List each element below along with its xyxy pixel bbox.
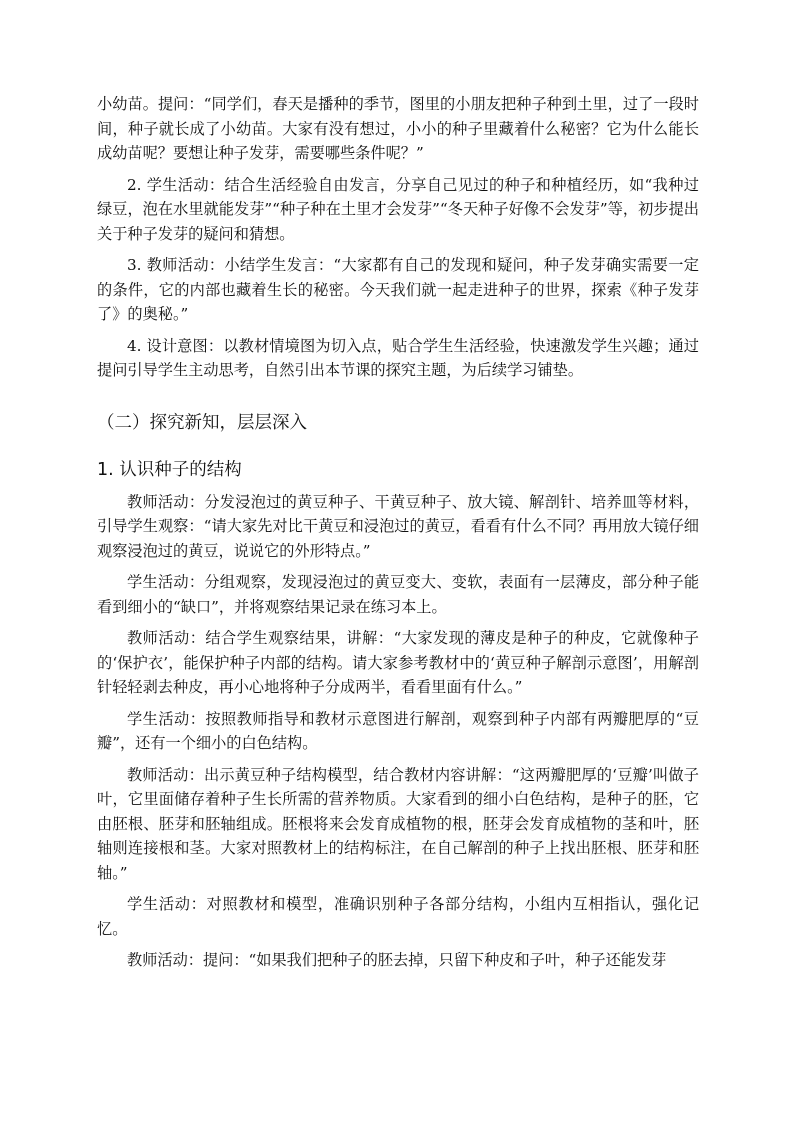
body-paragraph: 学生活动：分组观察，发现浸泡过的黄豆变大、变软，表面有一层薄皮，部分种子能看到细小的“缺口”，并将观察结果记录在练习本上。 xyxy=(97,573,699,616)
intro-paragraph-1: 小幼苗。提问：“同学们，春天是播种的季节，图里的小朋友把种子种到土里，过了一段时间，种子就长成了小幼苗。大家有没有想过，小小的种子里藏着什么秘密？它为什么能长成幼苗呢？要想让种子发芽，需要哪些条件呢？” xyxy=(97,95,699,162)
body-paragraph: 学生活动：对照教材和模型，准确识别种子各部分结构，小组内互相指认，强化记忆。 xyxy=(97,895,699,938)
body-paragraph: 教师活动：结合学生观察结果，讲解：“大家发现的薄皮是种子的种皮，它就像种子的‘保护衣’，能保护种子内部的结构。请大家参考教材中的‘黄豆种子解剖示意图’，用解剖针轻轻剥去种皮，再小心地将种子分成两半，看看里面有什么。” xyxy=(97,629,699,696)
intro-paragraph-4: 4. 设计意图：以教材情境图为切入点，贴合学生生活经验，快速激发学生兴趣；通过提问引导学生主动思考，自然引出本节课的探究主题，为后续学习铺垫。 xyxy=(97,336,699,379)
body-paragraph: 学生活动：按照教师指导和教材示意图进行解剖，观察到种子内部有两瓣肥厚的“豆瓣”，还有一个细小的白色结构。 xyxy=(97,709,699,752)
subsection-heading: 1. 认识种子的结构 xyxy=(97,459,242,480)
body-paragraph: 教师活动：提问：“如果我们把种子的胚去掉，只留下种皮和子叶，种子还能发芽 xyxy=(127,951,667,969)
section-heading: （二）探究新知，层层深入 xyxy=(97,412,307,433)
intro-paragraph-2: 2. 学生活动：结合生活经验自由发言，分享自己见过的种子和种植经历，如“我种过绿豆，泡在水里就能发芽”“种子种在土里才会发芽”“冬天种子好像不会发芽”等，初步提出关于种子发芽的疑问和猜想。 xyxy=(97,175,699,243)
body-paragraph: 教师活动：分发浸泡过的黄豆种子、干黄豆种子、放大镜、解剖针、培养皿等材料，引导学生观察：“请大家先对比干黄豆和浸泡过的黄豆，看看有什么不同？再用放大镜仔细观察浸泡过的黄豆，说说它的外形特点。” xyxy=(97,492,699,560)
body-paragraph: 教师活动：出示黄豆种子结构模型，结合教材内容讲解：“这两瓣肥厚的‘豆瓣’叫做子叶，它里面储存着种子生长所需的营养物质。大家看到的细小白色结构，是种子的胚，它由胚根、胚芽和胚轴组成。胚根将来会发育成植物的根，胚芽会发育成植物的茎和叶，胚轴则连接根和茎。大家对照教材上的结构标注，在自己解剖的种子上找出胚根、胚芽和胚轴。” xyxy=(97,765,699,882)
intro-paragraph-3: 3. 教师活动：小结学生发言：“大家都有自己的发现和疑问，种子发芽确实需要一定的条件，它的内部也藏着生长的秘密。今天我们就一起走进种子的世界，探索《种子发芽了》的奥秘。” xyxy=(97,256,699,323)
document-page xyxy=(97,92,699,973)
